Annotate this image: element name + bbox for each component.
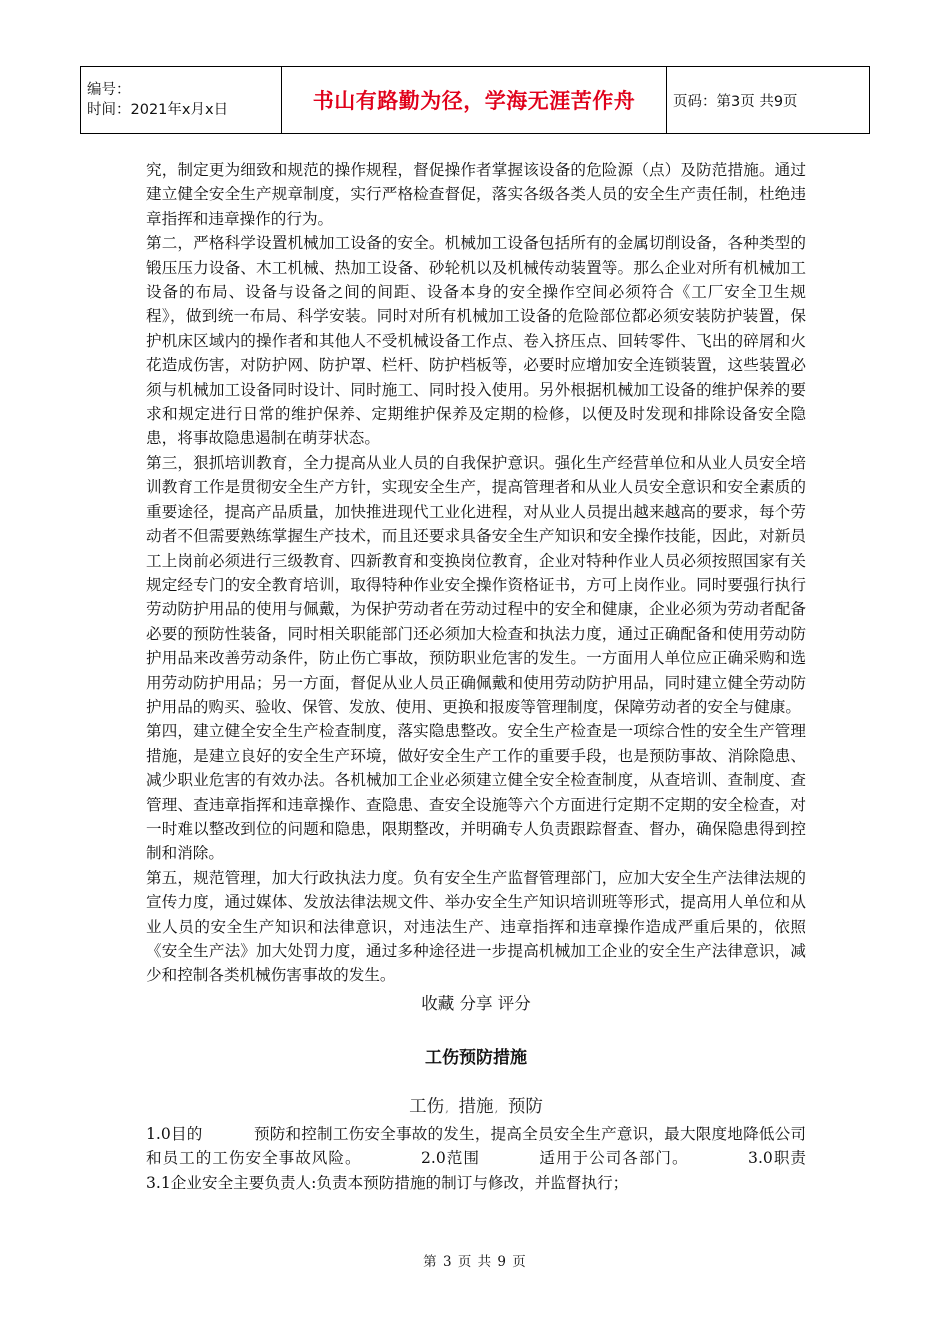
section-body: 1.0目的 预防和控制工伤安全事故的发生，提高全员安全生产意识，最大限度地降低公司和员工的工伤安全事故风险。 2.0范围 适用于公司各部门。 3.0职责 3.1企业安全主要负责人:负责本预防措施的制订与修改，并监督执行； — [146, 1125, 856, 1192]
document-body — [146, 158, 856, 1195]
share-line[interactable]: 收藏 分享 评分 — [421, 993, 531, 1013]
tag-list — [146, 1095, 806, 1120]
section-title: 工伤预防措施 — [425, 1048, 527, 1069]
paragraph-4: 第四，建立健全安全生产检查制度，落实隐患整改。安全生产检查是一项综合性的安全生产管理措施，是建立良好的安全生产环境，做好安全生产工作的重要手段，也是预防事故、消除隐患、减少职业危害的有效办法。各机械加工企业必须建立健全安全检查制度，从查培训、查制度、查管理、查违章指挥和违章操作、查隐患、查安全设施等六个方面进行定期不定期的安全检查，对一时难以整改到位的问题和隐患，限期整改，并明确专人负责跟踪督查、督办，确保隐患得到控制和消除。 — [146, 722, 806, 863]
header-motto: 书山有路勤为径，学海无涯苦作舟 — [282, 67, 667, 134]
paragraph-1: 究，制定更为细致和规范的操作规程，督促操作者掌握该设备的危险源（点）及防范措施。通过建立健全安全生产规章制度，实行严格检查督促，落实各级各类人员的安全生产责任制，杜绝违章指挥和违章操作的行为。 — [146, 161, 806, 228]
paragraph-3: 第三，狠抓培训教育，全力提高从业人员的自我保护意识。强化生产经营单位和从业人员安全培训教育工作是贯彻安全生产方针，实现安全生产，提高管理者和从业人员安全意识和安全素质的重要途径，提高产品质量，加快推进现代工业化进程，对从业人员提出越来越高的要求，每个劳动者不但需要熟练掌握生产技术，而且还要求具备安全生产知识和安全操作技能，因此，对新员工上岗前必须进行三级教育、四新教育和变换岗位教育，企业对特种作业人员必须按照国家有关规定经专门的安全教育培训，取得特种作业安全操作资格证书，方可上岗作业。同时要强行执行劳动防护用品的使用与佩戴，为保护劳动者在劳动过程中的安全和健康，企业必须为劳动者配备必要的预防性装备，同时相关职能部门还必须加大检查和执法力度，通过正确配备和使用劳动防护用品来改善劳动条件，防止伤亡事故，预防职业危害的发生。一方面用人单位应正确采购和选用劳动防护用品；另一方面，督促从业人员正确佩戴和使用劳动防护用品，同时建立健全劳动防护用品的购买、验收、保管、发放、使用、更换和报废等管理制度，保障劳动者的安全与健康。 — [146, 453, 806, 716]
paragraph-2: 第二，严格科学设置机械加工设备的安全。机械加工设备包括所有的金属切削设备，各种类型的锻压压力设备、木工机械、热加工设备、砂轮机以及机械传动装置等。那么企业对所有机械加工设备的布局、设备与设备之间的间距、设备本身的安全操作空间必须符合《工厂安全卫生规程》，做到统一布局、科学安装。同时对所有机械加工设备的危险部位都必须安装防护装置，保护机床区域内的操作者和其他人不受机械设备工作点、卷入挤压点、回转零件、飞出的碎屑和火花造成伤害，对防护网、防护罩、栏杆、防护档板等，必要时应增加安全连锁装置，这些装置必须与机械加工设备同时设计、同时施工、同时投入使用。另外根据机械加工设备的维护保养的要求和规定进行日常的维护保养、定期维护保养及定期的检修，以便及时发现和排除设备安全隐患，将事故隐患遏制在萌芽状态。 — [146, 234, 806, 448]
date-label: 时间：2021年x月x日 — [87, 102, 229, 118]
tag-item[interactable]: 工伤 — [409, 1096, 445, 1117]
tag-item[interactable]: 措施 — [458, 1096, 494, 1117]
tag-item[interactable]: 预防 — [507, 1096, 543, 1117]
header-meta-cell — [81, 67, 282, 134]
page-footer: 第 3 页 共 9 页 — [423, 1254, 527, 1270]
code-label: 编号： — [87, 82, 131, 98]
header-page-label: 页码：第3页 共9页 — [667, 67, 870, 134]
header-table — [80, 66, 870, 134]
paragraph-5: 第五，规范管理，加大行政执法力度。负有安全生产监督管理部门，应加大安全生产法律法规的宣传力度，通过媒体、发放法律法规文件、举办安全生产知识培训班等形式，提高用人单位和从业人员的安全生产知识和法律意识，对违法生产、违章指挥和违章操作造成严重后果的，依照《安全生产法》加大处罚力度，通过多种途径进一步提高机械加工企业的安全生产法律意识，减少和控制各类机械伤害事故的发生。 — [146, 868, 806, 985]
tag-separator: , — [494, 1100, 499, 1115]
tag-separator: , — [445, 1100, 449, 1115]
